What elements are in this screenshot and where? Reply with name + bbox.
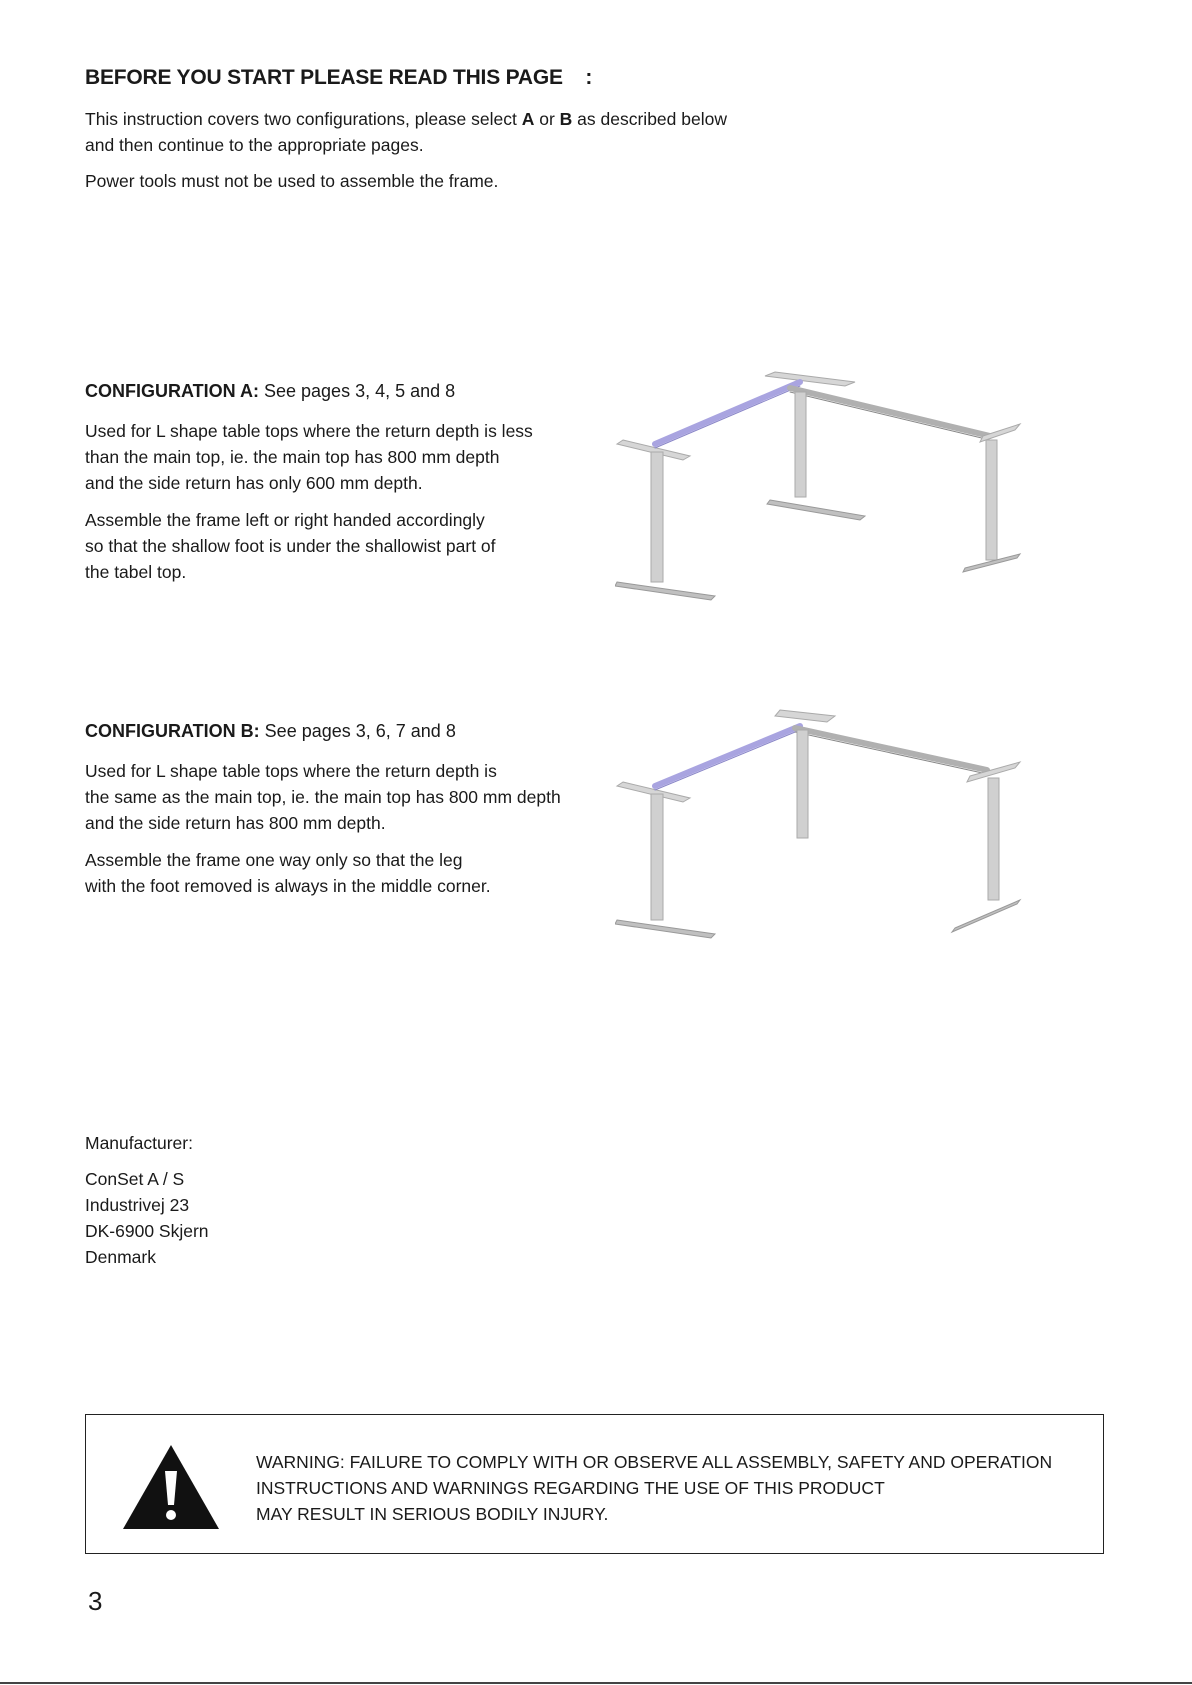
page-number: 3 — [88, 1586, 103, 1616]
config-b-line: Used for L shape table tops where the return depth is — [85, 761, 497, 781]
warning-box — [85, 1414, 1104, 1554]
manufacturer-line: DK-6900 Skjern — [85, 1221, 209, 1241]
config-b-line: Assemble the frame one way only so that the leg — [85, 850, 463, 870]
config-a-line: than the main top, ie. the main top has 800 mm depth — [85, 447, 500, 467]
manufacturer-line: Industrivej 23 — [85, 1195, 190, 1215]
config-b-line: and the side return has 800 mm depth. — [85, 813, 386, 833]
config-b-line: with the foot removed is always in the middle corner. — [85, 876, 491, 896]
config-b-frame-illustration — [615, 700, 1035, 945]
bottom-rule — [0, 1682, 1192, 1684]
config-a-line: and the side return has only 600 mm depth. — [85, 473, 423, 493]
config-a-line: Assemble the frame left or right handed accordingly — [85, 510, 485, 530]
config-a-line: so that the shallow foot is under the shallowist part of — [85, 536, 496, 556]
warning-text — [256, 1449, 1052, 1527]
config-a-frame-illustration — [615, 360, 1035, 605]
warning-line: INSTRUCTIONS AND WARNINGS REGARDING THE USE OF THIS PRODUCT — [256, 1478, 885, 1498]
warning-line: MAY RESULT IN SERIOUS BODILY INJURY. — [256, 1504, 609, 1524]
manufacturer-line: Denmark — [85, 1247, 156, 1267]
manufacturer-label: Manufacturer: — [85, 1133, 193, 1153]
intro-text — [85, 106, 727, 194]
config-a-heading: CONFIGURATION A: See pages 3, 4, 5 and 8 — [85, 381, 456, 401]
manufacturer-address — [85, 1130, 209, 1270]
config-a-line: the tabel top. — [85, 562, 187, 582]
config-a-line: Used for L shape table tops where the return depth is less — [85, 421, 533, 441]
page-title: BEFORE YOU START PLEASE READ THIS PAGE : — [85, 66, 593, 89]
manufacturer-line: ConSet A / S — [85, 1169, 185, 1189]
warning-line: WARNING: FAILURE TO COMPLY WITH OR OBSERVE ALL ASSEMBLY, SAFETY AND OPERATION — [256, 1452, 1053, 1472]
config-b-heading: CONFIGURATION B: See pages 3, 6, 7 and 8 — [85, 721, 456, 741]
config-b-description — [85, 758, 561, 899]
config-a-description — [85, 418, 533, 585]
warning-triangle-icon — [121, 1443, 221, 1531]
config-b-line: the same as the main top, ie. the main top has 800 mm depth — [85, 787, 561, 807]
power-tools-note: Power tools must not be used to assemble the frame. — [85, 171, 499, 191]
intro-line-1: This instruction covers two configurations, please select A or B as described below — [85, 109, 727, 129]
intro-line-2: and then continue to the appropriate pages. — [85, 135, 424, 155]
